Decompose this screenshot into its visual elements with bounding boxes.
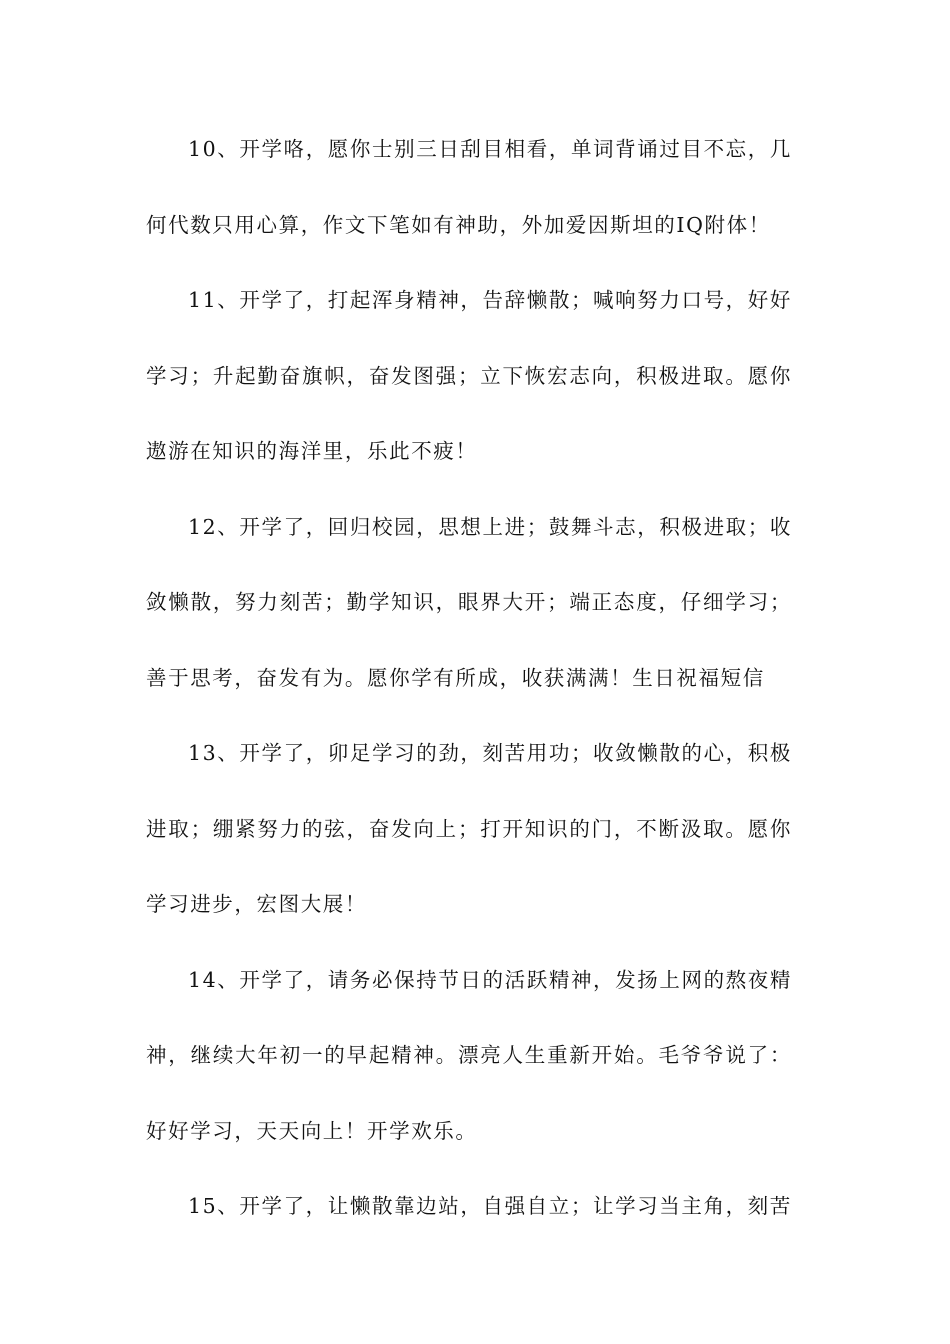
- paragraph-11: 11、开学了，打起浑身精神，告辞懒散；喊响努力口号，好好学习；升起勤奋旗帜，奋发图强；立下恢宏志向，积极进取。愿你遨游在知识的海洋里，乐此不疲！: [146, 288, 792, 463]
- paragraph-15: 15、开学了，让懒散靠边站，自强自立；让学习当主角，刻苦: [188, 1194, 792, 1218]
- paragraph-14: 14、开学了，请务必保持节日的活跃精神，发扬上网的熬夜精神，继续大年初一的早起精神。漂亮人生重新开始。毛爷爷说了：好好学习，天天向上！开学欢乐。: [146, 967, 792, 1143]
- document-body: [146, 112, 792, 1245]
- paragraph-13: 13、开学了，卯足学习的劲，刻苦用功；收敛懒散的心，积极进取；绷紧努力的弦，奋发向上；打开知识的门，不断汲取。愿你学习进步，宏图大展！: [146, 741, 792, 916]
- paragraph-10: 10、开学咯，愿你士别三日刮目相看，单词背诵过目不忘，几何代数只用心算，作文下笔如有神助，外加爱因斯坦的IQ附体！: [146, 137, 792, 237]
- paragraph-12: 12、开学了，回归校园，思想上进；鼓舞斗志，积极进取；收敛懒散，努力刻苦；勤学知识，眼界大开；端正态度，仔细学习；善于思考，奋发有为。愿你学有所成，收获满满！生日祝福短信: [146, 514, 792, 690]
